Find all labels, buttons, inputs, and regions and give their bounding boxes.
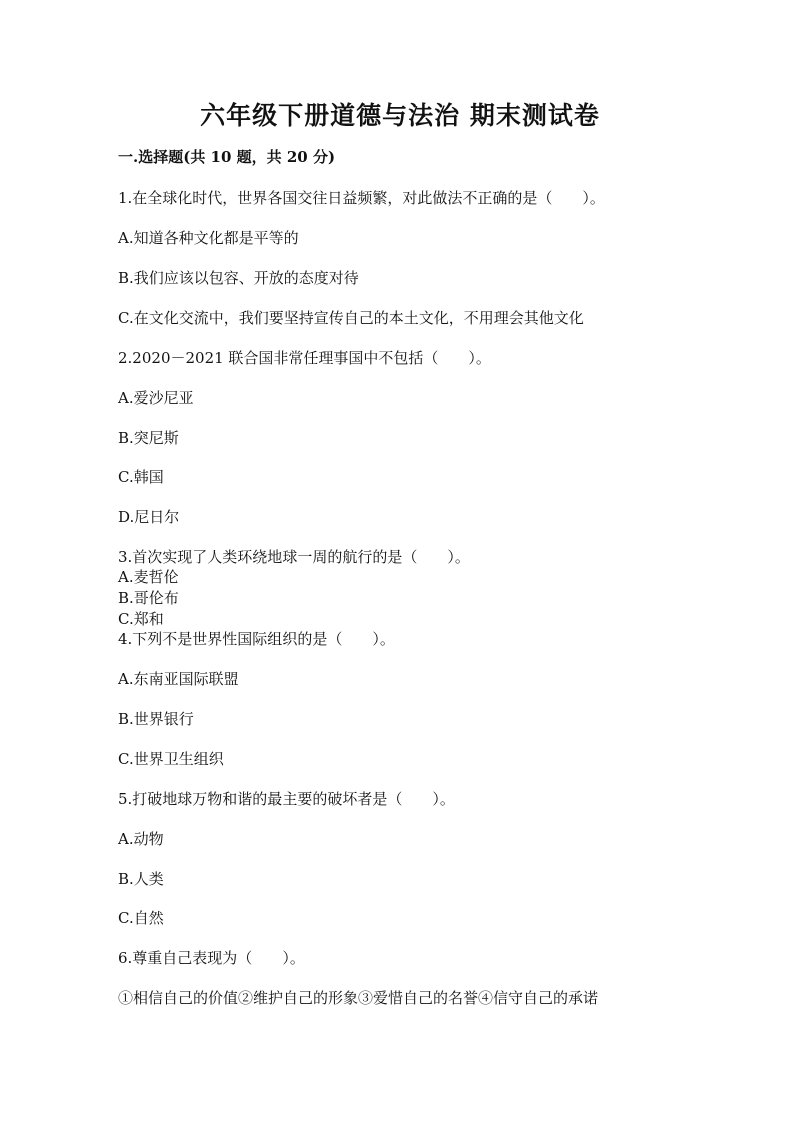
question-2-stem: 2.2020－2021 联合国非常任理事国中不包括（ ）。: [118, 349, 491, 367]
question-5-option-c: C.自然: [118, 909, 164, 927]
question-3-stem: 3.首次实现了人类环绕地球一周的航行的是（ ）。: [118, 548, 470, 566]
question-2-option-d: D.尼日尔: [118, 508, 180, 526]
question-3-option-b: B.哥伦布: [118, 589, 179, 607]
question-3-option-c: C.郑和: [118, 610, 164, 628]
question-5-stem: 5.打破地球万物和谐的最主要的破坏者是（ ）。: [118, 790, 455, 808]
question-4-option-a: A.东南亚国际联盟: [118, 670, 239, 688]
question-6-stem: 6.尊重自己表现为（ ）。: [118, 949, 305, 967]
question-2-option-a: A.爱沙尼亚: [118, 389, 194, 407]
question-4-option-c: C.世界卫生组织: [118, 750, 224, 768]
question-6-items: ①相信自己的价值②维护自己的形象③爱惜自己的名誉④信守自己的承诺: [118, 989, 599, 1007]
question-1-option-a: A.知道各种文化都是平等的: [118, 229, 299, 247]
question-4-stem: 4.下列不是世界性国际组织的是（ ）。: [118, 630, 395, 648]
question-2-option-b: B.突尼斯: [118, 429, 179, 447]
question-1-stem: 1.在全球化时代，世界各国交往日益频繁，对此做法不正确的是（ ）。: [118, 189, 605, 207]
question-1-option-c: C.在文化交流中，我们要坚持宣传自己的本土文化，不用理会其他文化: [118, 309, 584, 327]
question-5-option-a: A.动物: [118, 830, 164, 848]
question-4-option-b: B.世界银行: [118, 710, 194, 728]
question-1-option-b: B.我们应该以包容、开放的态度对待: [118, 269, 359, 287]
section-heading: 一.选择题(共 10 题，共 20 分): [118, 148, 336, 166]
page-title: 六年级下册道德与法治 期末测试卷: [200, 101, 600, 130]
question-2-option-c: C.韩国: [118, 468, 164, 486]
question-3-option-a: A.麦哲伦: [118, 568, 179, 586]
question-5-option-b: B.人类: [118, 870, 164, 888]
